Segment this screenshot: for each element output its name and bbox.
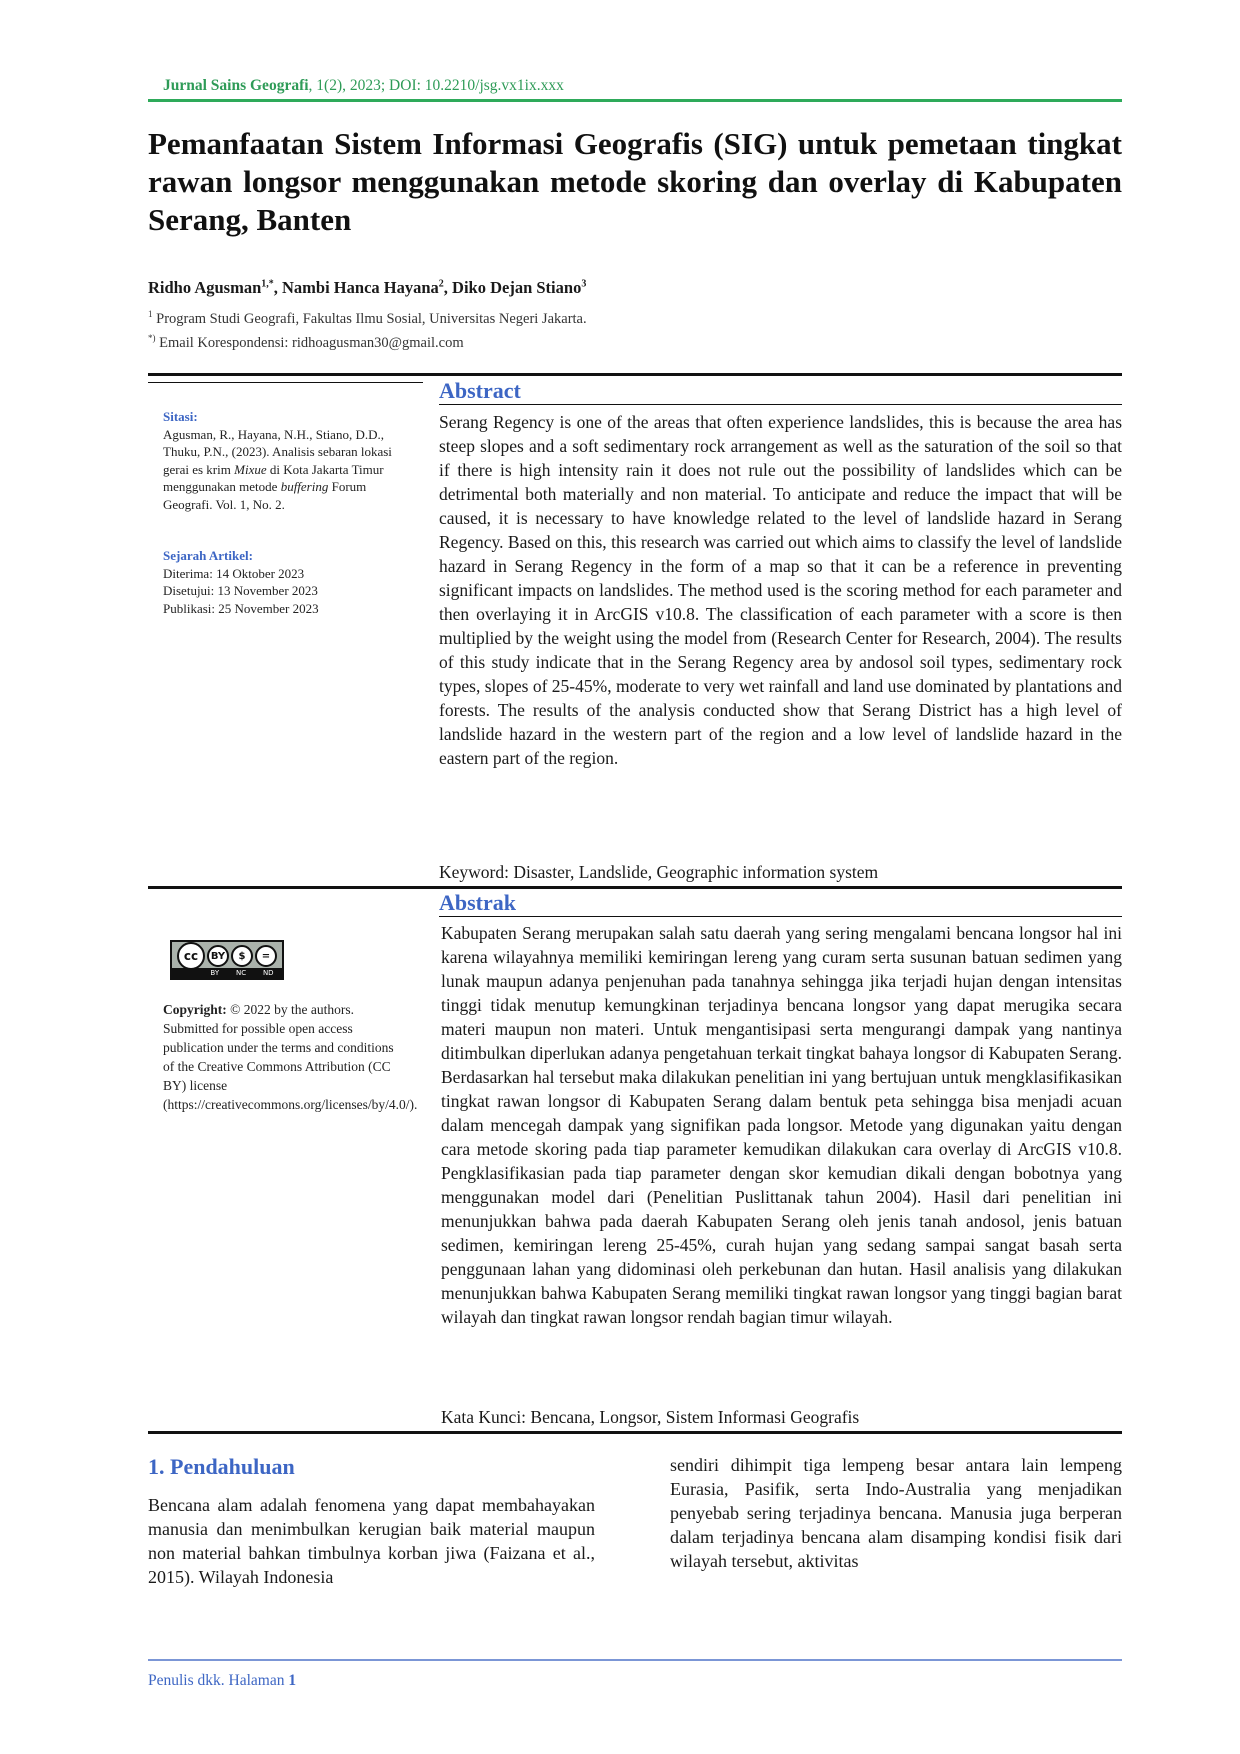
abstrak-heading: Abstrak [439,890,517,915]
article-history [163,547,418,617]
abstrak-top-rule [148,886,1122,889]
abstract-keywords: Keyword: Disaster, Landslide, Geographic information system [439,862,879,882]
footer-rule [148,1659,1122,1661]
author-separator: , [443,278,453,297]
correspondence-line [148,329,587,353]
author-superscript: 1,* [261,278,274,290]
copyright-label: Copyright: [163,1002,227,1017]
citation-label: Sitasi: [163,409,198,424]
affiliation-text: Program Studi Geografi, Fakultas Ilmu Sosial, Universitas Negeri Jakarta. [156,310,587,327]
affiliation-superscript: 1 [148,309,153,319]
author-separator: , [273,278,283,297]
abstrak-text: Kabupaten Serang merupakan salah satu daerah yang sering mengalami bencana longsor hal ini karena wilayahnya memiliki kemiringan lereng yang curam serta susunan batuan sedimen yang lunak maupun adanya penjenuhan pada tanahnya sehingga jika terjadi hujan dengan intensitas tinggi tidak menutup kemungkinan terjadinya bencana longsor yang dapat merugika secara materi maupun non materi. Untuk mengantisipasi serta mengurangi dampak yang nantinya ditimbulkan diperlukan adanya pengetahuan terkait tingkat bahaya longsor di Kabupaten Serang. Berdasarkan hal tersebut maka dilakukan penelitian ini yang bertujuan untuk mengklasifikasikan tingkat rawan longsor di Kabupaten Serang dalam bentuk peta sehingga bisa menjadi acuan dalam mencegah dampak yang signifikan pada longsor. Metode yang digunakan yaitu dengan cara metode skoring pada tiap parameter kemudikan dilakukan cara overlay di ArcGIS v10.8. Pengklasifikasian pada tiap parameter dengan skor kemudian dikali dengan bobotnya yang menggunakan model dari (Penelitian Puslittanak tahun 2004). Hasil dari penelitian ini menunjukkan bahwa pada daerah Kabupaten Serang oleh jenis tanah andosol, jenis batuan sedimen, kemiringan lereng 25-45%, curah hujan yang sedang sampai sangat basah serta penggunaan lahan yang didominasi oleh perkebunan dan hutan. Hasil analisis yang dilakukan menunjukkan bahwa Kabupaten Serang memiliki tingkat rawan longsor yang tinggi bagian barat wilayah dan tingkat rawan longsor rendah bagian timur wilayah. [441,923,1122,1327]
author-name: Nambi Hanca Hayana [282,278,439,297]
nd-icon: = [255,945,277,967]
journal-citation: , 1(2), 2023; DOI: 10.2210/jsg.vx1ix.xxx [308,77,564,94]
abstract-heading-rule [439,404,1122,405]
history-published: Publikasi: 25 November 2023 [163,600,319,616]
affiliation-superscript: *) [148,332,156,343]
history-accepted: Disetujui: 13 November 2023 [163,583,318,598]
intro-heading: 1. Pendahuluan [148,1454,295,1479]
nc-icon: $ [231,945,253,967]
cc-label-by: BY [210,969,220,977]
affiliation-line [148,305,587,329]
journal-name: Jurnal Sains Geografi [163,77,309,94]
citation-block [163,408,418,513]
abstrak-heading-rule [439,916,1122,917]
running-header [163,77,564,95]
by-icon: BY [207,945,229,967]
abstract-text: Serang Regency is one of the areas that often experience landslides, this is because the area has steep slopes and a soft sedimentary rock arrangement as well as the saturation of the soil so that if there is high intensity rain it does not rule out the possibility of landslides which can be detrimental both materially and non material. To anticipate and reduce the impact that will be caused, it is necessary to have knowledge related to the level of landslide hazard in Serang Regency. Based on this, this research was carried out which aims to classify the level of landslide hazard in Serang Regency in the form of a map so that it can be a reference in preventing significant impacts on landslides. The method used is the scoring method for each parameter and then overlaying it in ArcGIS v10.8. The classification of each parameter with a score is then multiplied by the weight using the model from (Research Center for Research, 2004). The results of this study indicate that in the Serang Regency area by andosol soil types, sedimentary rock types, slopes of 25-45%, moderate to very wet rainfall and land use dominated by plantations and forests. The results of the analysis conducted show that Serang District has a high level of landslide hazard in the western part of the region and a low level of landslide hazard in the eastern part of the region. [439,412,1122,768]
cc-label-nc: NC [235,969,247,977]
correspondence-email: Email Korespondensi: ridhoagusman30@gmail.com [159,334,464,351]
page-number: 1 [288,1672,297,1689]
intro-column-left: Bencana alam adalah fenomena yang dapat membahayakan manusia dan menimbulkan kerugian baik material maupun non material bahkan timbulnya korban jiwa (Faizana et al., 2015). Wilayah Indonesia [148,1495,595,1587]
paper-title: Pemanfaatan Sistem Informasi Geografis (SIG) untuk pemetaan tingkat rawan longsor menggunakan metode skoring dan overlay di Kabupaten Serang, Banten [148,126,1122,237]
author-name: Diko Dejan Stiano [452,278,582,297]
header-rule [148,99,1122,102]
page-footer [148,1672,296,1690]
sidebar-rule [148,382,423,383]
abstrak-bottom-rule [148,1431,1122,1434]
citation-text: Agusman, R., Hayana, N.H., Stiano, D.D., Thuku, P.N., (2023). Analisis sebaran lokasi gerai es krim Mixue di Kota Jakarta Timur menggunakan metode buffering Forum Geografi. Vol. 1, No. 2. [163,426,392,512]
creative-commons-badge[interactable] [170,940,284,980]
author-superscript: 3 [581,278,587,290]
intro-column-right: sendiri dihimpit tiga lempeng besar antara lain lempeng Eurasia, Pasifik, serta Indo-Australia yang menjadikan penyebab sering terjadinya bencana. Manusia juga berperan dalam terjadinya bencana alam disamping kondisi fisik dari wilayah tersebut, aktivitas [670,1455,1122,1571]
cc-icon: cc [177,942,205,970]
author-superscript: 2 [438,278,444,290]
author-name: Ridho Agusman [148,278,262,297]
copyright-block [163,1000,418,1114]
abstract-top-rule [148,373,1122,376]
copyright-text: © 2022 by the authors. Submitted for possible open access publication under the terms and conditions of the Creative Commons Attribution (CC BY) license (https://creativecommons.org/licenses/by/4.0/). [163,1002,418,1112]
history-label: Sejarah Artikel: [163,548,253,563]
abstrak-keywords: Kata Kunci: Bencana, Longsor, Sistem Informasi Geografis [441,1407,860,1427]
cc-label-nd: ND [262,969,274,977]
abstract-heading: Abstract [439,378,521,403]
affiliations [148,305,587,353]
author-list [148,278,586,298]
footer-text: Penulis dkk. Halaman [148,1672,289,1689]
history-received: Diterima: 14 Oktober 2023 [163,565,305,581]
